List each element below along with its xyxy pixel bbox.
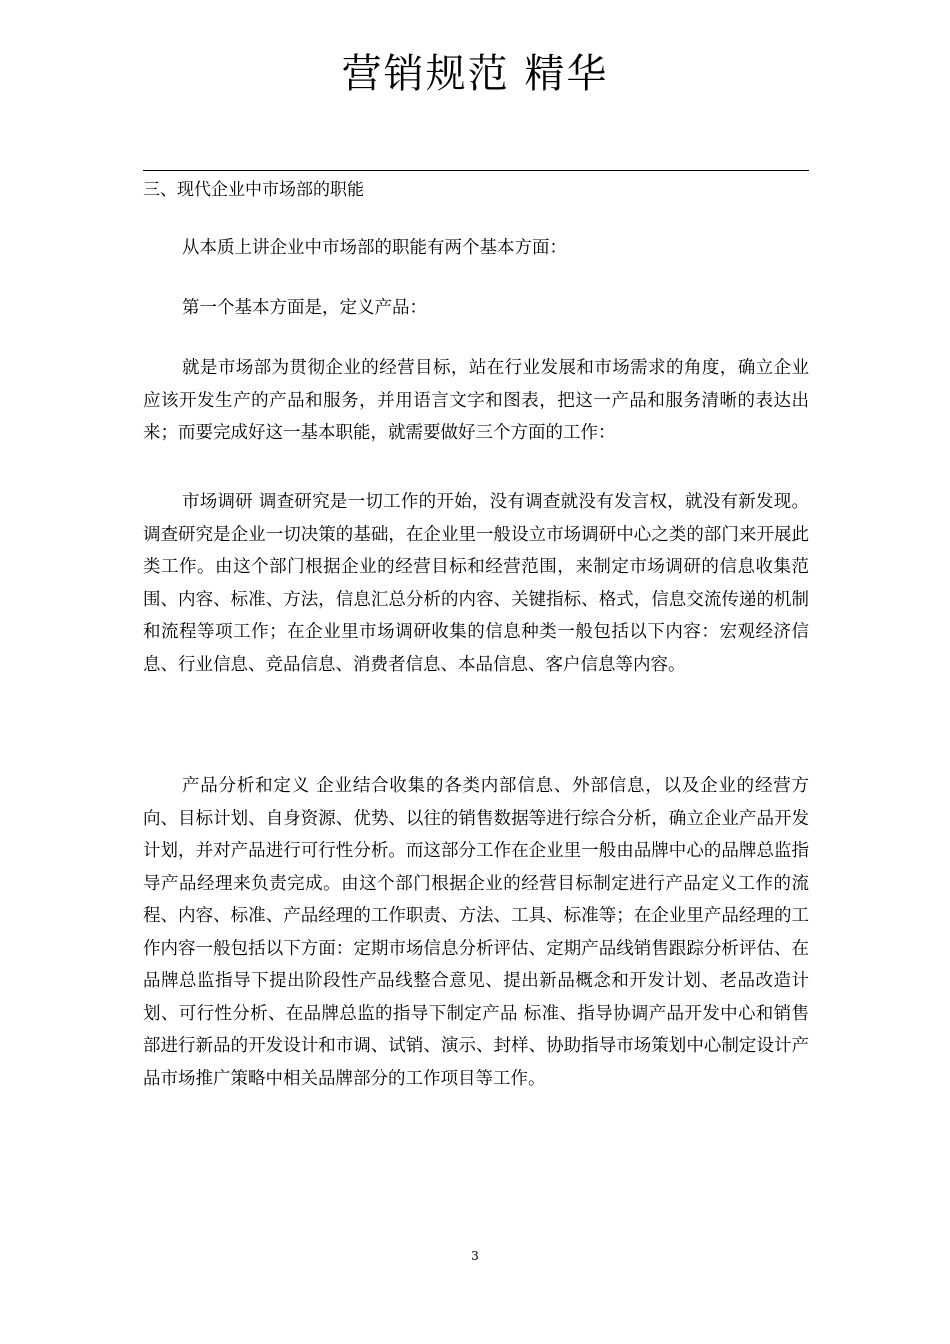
- page-number: 3: [471, 1249, 479, 1263]
- paragraph-first-aspect: 第一个基本方面是，定义产品：: [182, 298, 427, 318]
- section-heading: 三、现代企业中市场部的职能: [143, 180, 364, 200]
- header-divider: [143, 170, 809, 171]
- document-title: 营销规范 精华: [341, 51, 609, 97]
- paragraph-intro: 从本质上讲企业中市场部的职能有两个基本方面：: [182, 238, 567, 258]
- paragraph-define-product: 就是市场部为贯彻企业的经营目标，站在行业发展和市场需求的角度，确立企业应该开发生产的产品和服务，并用语言文字和图表，把这一产品和服务清晰的表达出来；而要完成好这一基本职能，就需要做好三个方面的工作：: [143, 358, 809, 443]
- paragraph-product-analysis: 产品分析和定义 企业结合收集的各类内部信息、外部信息，以及企业的经营方向、目标计划、自身资源、优势、以往的销售数据等进行综合分析，确立企业产品开发计划，并对产品进行可行性分析。而这部分工作在企业里一般由品牌中心的品牌总监指导产品经理来负责完成。由这个部门根据企业的经营目标制定进行产品定义工作的流程、内容、标准、产品经理的工作职责、方法、工具、标准等；在企业里产品经理的工作内容一般包括以下方面：定期市场信息分析评估、定期产品线销售跟踪分析评估、在品牌总监指导下提出阶段性产品线整合意见、提出新品概念和开发计划、老品改造计划、可行性分析、在品牌总监的指导下制定产品 标准、指导协调产品开发中心和销售部进行新品的开发设计和市调、试销、演示、封样、协助指导市场策划中心制定设计产品市场推广策略中相关品牌部分的工作项目等工作。: [143, 776, 809, 1089]
- paragraph-market-research: 市场调研 调查研究是一切工作的开始，没有调查就没有发言权，就没有新发现。调查研究是企业一切决策的基础，在企业里一般设立市场调研中心之类的部门来开展此类工作。由这个部门根据企业的经营目标和经营范围，来制定市场调研的信息收集范围、内容、标准、方法，信息汇总分析的内容、关键指标、格式，信息交流传递的机制和流程等项工作；在企业里市场调研收集的信息种类一般包括以下内容：宏观经济信息、行业信息、竞品信息、消费者信息、本品信息、客户信息等内容。: [143, 492, 809, 675]
